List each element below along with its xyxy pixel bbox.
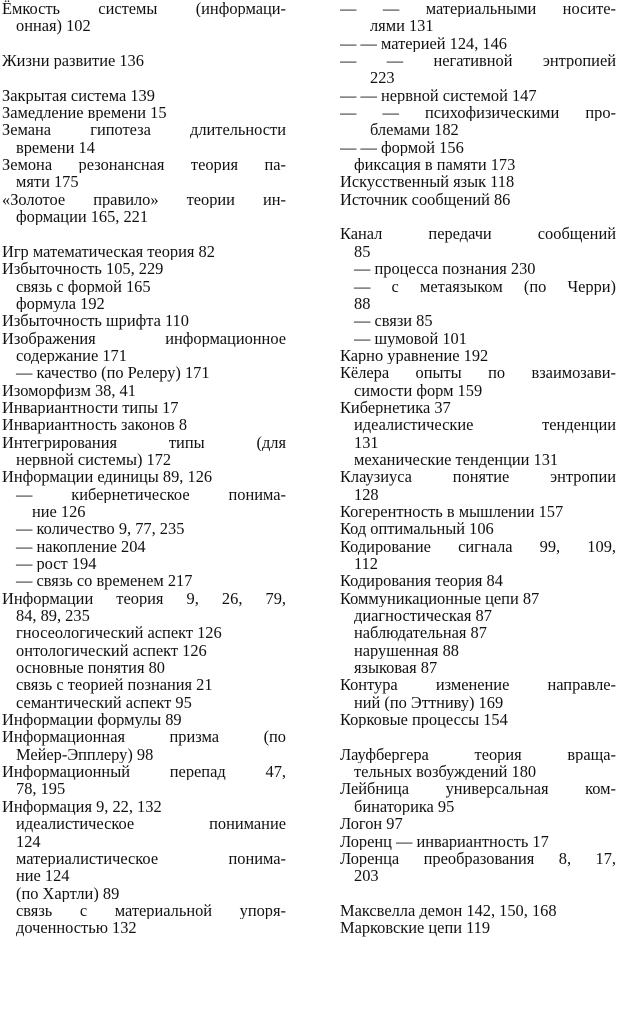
index-subentry-line: — качество (по Релеру) 171 [16,364,210,382]
index-subentry-line: 131 [354,433,379,451]
index-entry-line: Коммуникационные цепи 87 [340,589,540,608]
index-entry-line: Земана гипотеза длительности [2,121,286,139]
section-gap [2,69,288,86]
index-entry-line: Лейбница универсальная ком- [340,780,616,798]
section-gap [340,885,618,902]
section-gap [2,35,288,52]
index-subentry-line: блемами 182 [370,121,459,139]
index-subentry-line: 78, 195 [16,780,66,798]
index-subentry-line: — кибернетическое понима- [16,485,286,503]
index-subentry-line: связь с теорией познания 21 [16,676,213,694]
index-entry-line: Информации формулы 89 [2,711,182,729]
index-subentry-line: материалистическое понима- [16,849,286,868]
index-entry-line: Код оптимальный 106 [340,520,494,538]
index-entry-line: Информационная призма (по [2,728,286,746]
index-entry-line: Кибернетика 37 [340,398,451,417]
index-subentry-line: наблюдательная 87 [354,624,487,642]
section-gap [340,208,618,225]
index-subentry-line: ние 124 [16,867,70,885]
index-subentry-line: 128 [354,485,379,503]
index-subentry-line: содержание 171 [16,346,127,365]
index-subentry-line: (по Хартли) 89 [16,884,120,902]
index-entry-line: Избыточность шрифта 110 [2,312,189,330]
index-entry-line: Информации единицы 89, 126 [2,468,213,486]
section-gap [2,225,288,242]
index-subentry-line: онтологический аспект 126 [16,641,207,660]
index-subentry-line: 84, 89, 235 [16,607,90,625]
index-subentry-line: — процесса познания 230 [354,260,536,278]
index-entry-line: Кодирования теория 84 [340,572,503,590]
index-subentry-line: 112 [354,555,378,573]
index-subentry-line: гносеологический аспект 126 [16,624,222,642]
index-entry-line: Клаузиуса понятие энтропии [340,468,616,486]
index-subentry-line: языковая 87 [354,659,438,677]
index-subentry-line: тельных возбуждений 180 [354,763,537,781]
index-subentry-line: ний (по Эттниву) 169 [354,693,504,712]
index-subentry-line: мяти 175 [16,173,79,191]
index-entry-line: Закрытая система 139 [2,86,155,105]
index-entry-line: Логон 97 [340,815,403,833]
index-entry-line: Источник сообщений 86 [340,190,511,209]
index-subentry-line: диагностическая 87 [354,607,492,625]
index-subentry-line: ние 126 [32,502,86,521]
index-entry-line: Когерентность в мышлении 157 [340,502,564,521]
index-entry-line: — — материей 124, 146 [340,34,508,53]
index-subentry-line: нарушенная 88 [354,641,459,660]
index-entry-line: Кодирование сигнала 99, 109, [340,537,616,555]
index-subentry-line: нервной системы) 172 [16,450,172,469]
index-entry-line: Информация 9, 22, 132 [2,797,162,816]
index-subentry-line: — с метаязыком (по Черри) [354,277,616,295]
index-subentry-line: — количество 9, 77, 235 [16,520,185,538]
index-entry-line: Изображения информационное [2,329,286,347]
index-subentry-line: — связь со временем 217 [16,572,193,590]
index-subentry-line: фиксация в памяти 173 [354,156,516,174]
index-subentry-line: — связи 85 [354,312,433,330]
index-entry-line: Интегрирования типы (для [2,433,286,451]
index-subentry-line: симости форм 159 [354,381,483,399]
index-subentry-line: лями 131 [370,17,434,35]
index-subentry-line: онная) 102 [16,17,91,35]
index-entry-line: Искусственный язык 118 [340,173,515,191]
index-subentry-line: формула 192 [16,294,105,313]
index-column-right [340,0,618,937]
index-subentry-line: 223 [370,69,395,87]
index-subentry-line: — шумовой 101 [354,329,467,347]
index-entry-line: Инвариантность законов 8 [2,416,188,434]
index-entry-line: Канал передачи сообщений [340,225,616,243]
index-subentry-line: — накопление 204 [16,537,146,555]
index-subentry-line: связь с материальной упоря- [16,901,286,920]
index-subentry-line: 124 [16,832,41,850]
index-subentry-line: Мейер-Эпплеру) 98 [16,745,154,764]
index-entry-line: Максвелла демон 142, 150, 168 [340,901,557,920]
index-entry-line: Лоренц — инвариантность 17 [340,832,549,850]
index-entry-line: Земона резонансная теория па- [2,156,286,174]
index-subentry-line: 203 [354,867,379,885]
section-gap [340,728,618,745]
index-entry-line: Замедление времени 15 [2,104,167,122]
index-subentry-line: бинаторика 95 [354,797,455,816]
index-entry-line: — — формой 156 [340,138,464,157]
index-subentry-line: — рост 194 [16,555,97,573]
index-entry-line: — — психофизическими про- [340,104,616,122]
index-column-left [2,0,288,937]
index-subentry-line: семантический аспект 95 [16,693,192,712]
index-entry-line: Информации теория 9, 26, 79, [2,589,286,608]
index-entry-line: Инвариантности типы 17 [2,398,179,417]
index-subentry-line: связь с формой 165 [16,277,151,295]
index-entry-line: Ёмкость системы (информаци- [2,0,286,18]
index-entry-line: Контура изменение направле- [340,676,616,694]
index-subentry-line: доченностью 132 [16,919,137,937]
index-subentry-line: времени 14 [16,138,95,157]
index-subentry-line: идеалистические тенденции [354,416,616,434]
index-subentry-line: идеалистическое понимание [16,815,286,833]
index-subentry-line: 88 [354,294,371,313]
index-entry-line: «Золотое правило» теории ин- [2,190,286,209]
index-entry-line: Изоморфизм 38, 41 [2,381,136,399]
index-entry-line: Корковые процессы 154 [340,711,508,729]
index-entry-line: Жизни развитие 136 [2,52,144,70]
index-entry-line: Марковские цепи 119 [340,919,491,937]
index-subentry-line: механические тенденции 131 [354,450,559,469]
index-entry-line: Информационный перепад 47, [2,763,286,781]
index-entry-line: Избыточность 105, 229 [2,260,164,278]
index-entry-line: Лауфбергера теория враща- [340,745,616,764]
index-subentry-line: формации 165, 221 [16,208,149,226]
index-entry-line: Лоренца преобразования 8, 17, [340,849,616,868]
index-subentry-line: 85 [354,242,371,261]
index-entry-line: — — нервной системой 147 [340,86,537,105]
index-entry-line: Кёлера опыты по взаимозави- [340,364,616,382]
index-entry-line: — — материальными носите- [340,0,616,18]
index-entry-line: Карно уравнение 192 [340,346,489,365]
index-subentry-line: основные понятия 80 [16,659,165,677]
index-entry-line: Игр математическая теория 82 [2,242,215,261]
index-entry-line: — — негативной энтропией [340,52,616,70]
